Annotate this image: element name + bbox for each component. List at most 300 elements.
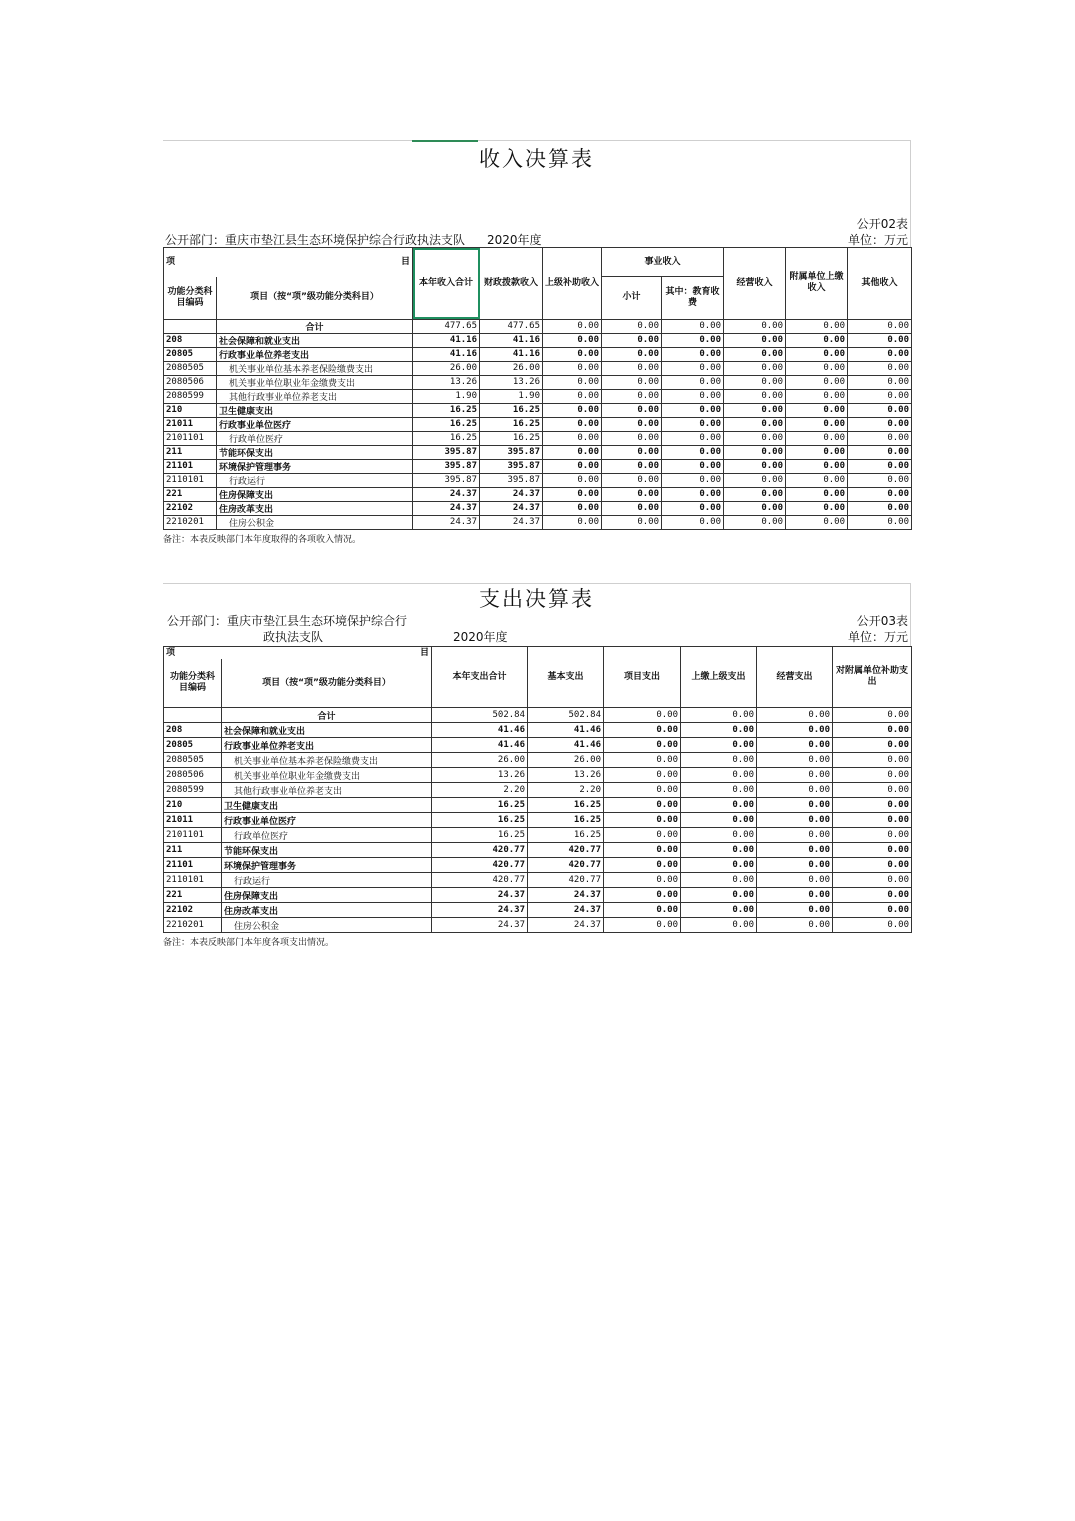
subject-code-cell: 20805 [164,347,217,361]
value-cell: 420.77 [528,873,604,888]
value-cell: 41.16 [413,347,480,361]
value-cell: 0.00 [833,828,912,843]
value-cell: 0.00 [757,813,833,828]
value-cell: 24.37 [413,501,480,515]
value-cell: 0.00 [833,813,912,828]
value-cell: 13.26 [528,768,604,783]
value-cell: 0.00 [543,375,602,389]
value-cell: 0.00 [681,798,757,813]
subject-name-cell: 住房改革支出 [217,501,413,515]
value-cell: 0.00 [833,723,912,738]
table-row [164,389,912,403]
value-cell: 26.00 [528,753,604,768]
value-cell: 0.00 [786,459,848,473]
value-cell: 395.87 [413,459,480,473]
value-cell: 0.00 [848,459,912,473]
value-cell: 0.00 [662,375,724,389]
value-cell: 24.37 [413,515,480,529]
value-cell: 2.20 [432,783,528,798]
value-cell: 0.00 [848,417,912,431]
value-cell: 0.00 [604,888,681,903]
value-cell: 0.00 [543,445,602,459]
income-table [163,247,912,530]
value-cell: 24.37 [480,501,543,515]
income-header-edu: 其中：教育收费 [662,277,724,320]
value-cell: 24.37 [528,888,604,903]
value-cell: 0.00 [604,828,681,843]
value-cell: 16.25 [528,828,604,843]
subject-code-cell: 2110101 [164,473,217,487]
total-value-cell: 0.00 [662,319,724,333]
value-cell: 420.77 [528,858,604,873]
value-cell: 0.00 [724,403,786,417]
value-cell: 16.25 [480,431,543,445]
value-cell: 0.00 [602,417,662,431]
income-header-upper: 上级补助收入 [543,248,602,320]
table-row [164,473,912,487]
subject-name-cell: 节能环保支出 [222,843,432,858]
table-row [164,888,912,903]
value-cell: 0.00 [848,361,912,375]
subject-name-cell: 住房公积金 [222,918,432,933]
subject-name-cell: 机关事业单位基本养老保险缴费支出 [217,361,413,375]
value-cell: 0.00 [757,738,833,753]
expense-title: 支出决算表 [479,587,594,611]
value-cell: 0.00 [833,918,912,933]
subject-name-cell: 机关事业单位职业年金缴费支出 [222,768,432,783]
income-table-body [164,319,912,529]
value-cell: 0.00 [848,333,912,347]
value-cell: 41.16 [480,333,543,347]
value-cell: 0.00 [604,738,681,753]
value-cell: 24.37 [432,903,528,918]
value-cell: 2.20 [528,783,604,798]
value-cell: 0.00 [543,403,602,417]
subject-name-cell: 卫生健康支出 [217,403,413,417]
value-cell: 0.00 [543,431,602,445]
subject-code-cell: 21101 [164,858,222,873]
value-cell: 0.00 [681,783,757,798]
value-cell: 0.00 [724,473,786,487]
value-cell: 0.00 [604,753,681,768]
value-cell: 0.00 [681,903,757,918]
total-value-cell: 0.00 [786,319,848,333]
total-label: 合计 [222,708,432,723]
value-cell: 41.46 [528,723,604,738]
total-value-cell: 0.00 [681,708,757,723]
value-cell: 0.00 [602,515,662,529]
total-code-cell [164,708,222,723]
value-cell: 0.00 [724,361,786,375]
value-cell: 13.26 [413,375,480,389]
value-cell: 420.77 [528,843,604,858]
value-cell: 0.00 [848,487,912,501]
table-row [164,783,912,798]
value-cell: 0.00 [786,515,848,529]
subject-name-cell: 行政事业单位医疗 [217,417,413,431]
value-cell: 0.00 [543,459,602,473]
income-table-no: 公开02表 [856,217,908,231]
value-cell: 0.00 [757,798,833,813]
value-cell: 0.00 [786,375,848,389]
value-cell: 26.00 [413,361,480,375]
total-value-cell: 0.00 [543,319,602,333]
value-cell: 16.25 [432,813,528,828]
value-cell: 16.25 [528,798,604,813]
total-value-cell: 502.84 [528,708,604,723]
income-frame [163,140,911,247]
value-cell: 0.00 [833,843,912,858]
subject-code-cell: 2080505 [164,753,222,768]
income-header-code: 功能分类科目编码 [164,277,217,320]
value-cell: 0.00 [602,445,662,459]
expense-header-mu: 目 [419,648,429,658]
value-cell: 24.37 [480,515,543,529]
value-cell: 41.46 [432,738,528,753]
subject-name-cell: 行政事业单位医疗 [222,813,432,828]
value-cell: 0.00 [724,515,786,529]
value-cell: 0.00 [833,738,912,753]
income-unit: 单位：万元 [847,233,908,247]
subject-name-cell: 卫生健康支出 [222,798,432,813]
expense-header-shangjiao: 上缴上级支出 [681,647,757,708]
value-cell: 0.00 [724,333,786,347]
value-cell: 0.00 [662,347,724,361]
value-cell: 1.90 [480,389,543,403]
value-cell: 0.00 [833,858,912,873]
value-cell: 41.16 [413,333,480,347]
subject-code-cell: 2110101 [164,873,222,888]
total-value-cell: 0.00 [848,319,912,333]
value-cell: 395.87 [413,445,480,459]
value-cell: 395.87 [480,473,543,487]
value-cell: 16.25 [413,417,480,431]
income-header-xiang: 项 [166,257,176,268]
table-row [164,403,912,417]
value-cell: 395.87 [413,473,480,487]
value-cell: 0.00 [662,333,724,347]
income-header-fiscal: 财政拨款收入 [480,248,543,320]
subject-code-cell: 208 [164,723,222,738]
value-cell: 13.26 [480,375,543,389]
table-row [164,445,912,459]
value-cell: 0.00 [662,487,724,501]
value-cell: 0.00 [681,888,757,903]
subject-code-cell: 20805 [164,738,222,753]
subject-name-cell: 行政单位医疗 [222,828,432,843]
subject-code-cell: 2101101 [164,431,217,445]
value-cell: 0.00 [848,473,912,487]
value-cell: 0.00 [833,753,912,768]
value-cell: 0.00 [757,753,833,768]
table-row [164,515,912,529]
expense-table [163,646,912,933]
value-cell: 0.00 [604,843,681,858]
expense-header-code: 功能分类科目编码 [164,659,222,708]
value-cell: 420.77 [432,858,528,873]
value-cell: 24.37 [432,888,528,903]
subject-code-cell: 211 [164,445,217,459]
value-cell: 0.00 [757,873,833,888]
subject-name-cell: 节能环保支出 [217,445,413,459]
subject-name-cell: 住房保障支出 [222,888,432,903]
value-cell: 0.00 [543,515,602,529]
subject-name-cell: 住房改革支出 [222,903,432,918]
value-cell: 0.00 [602,375,662,389]
value-cell: 16.25 [528,813,604,828]
value-cell: 0.00 [604,768,681,783]
value-cell: 0.00 [724,347,786,361]
value-cell: 0.00 [724,431,786,445]
value-cell: 0.00 [786,473,848,487]
subject-code-cell: 2210201 [164,918,222,933]
value-cell: 0.00 [848,431,912,445]
table-row-total [164,319,912,333]
subject-code-cell: 21011 [164,417,217,431]
subject-code-cell: 208 [164,333,217,347]
value-cell: 26.00 [480,361,543,375]
total-value-cell: 0.00 [757,708,833,723]
subject-code-cell: 2210201 [164,515,217,529]
table-row [164,375,912,389]
value-cell: 16.25 [413,431,480,445]
value-cell: 0.00 [681,738,757,753]
subject-code-cell: 21011 [164,813,222,828]
value-cell: 0.00 [602,473,662,487]
table-row [164,501,912,515]
table-row [164,347,912,361]
value-cell: 26.00 [432,753,528,768]
total-value-cell: 0.00 [604,708,681,723]
value-cell: 0.00 [848,403,912,417]
total-label: 合计 [217,319,413,333]
value-cell: 0.00 [681,828,757,843]
total-value-cell: 477.65 [413,319,480,333]
value-cell: 0.00 [604,918,681,933]
value-cell: 41.46 [528,738,604,753]
table-row [164,361,912,375]
value-cell: 0.00 [757,768,833,783]
subject-code-cell: 22102 [164,903,222,918]
income-note: 备注：本表反映部门本年度取得的各项收入情况。 [163,534,362,545]
value-cell: 0.00 [724,389,786,403]
value-cell: 0.00 [833,768,912,783]
value-cell: 0.00 [543,473,602,487]
subject-code-cell: 2080599 [164,783,222,798]
value-cell: 0.00 [757,858,833,873]
income-header-mu: 目 [400,257,410,268]
income-header-subtotal: 小计 [602,277,662,320]
value-cell: 0.00 [757,843,833,858]
expense-meta [163,614,910,646]
total-value-cell: 477.65 [480,319,543,333]
value-cell: 16.25 [432,798,528,813]
value-cell: 0.00 [543,487,602,501]
value-cell: 0.00 [662,389,724,403]
value-cell: 0.00 [681,843,757,858]
income-title: 收入决算表 [479,147,594,171]
value-cell: 0.00 [724,501,786,515]
value-cell: 0.00 [786,333,848,347]
value-cell: 16.25 [413,403,480,417]
subject-code-cell: 2080506 [164,375,217,389]
subject-code-cell: 221 [164,487,217,501]
subject-code-cell: 2080599 [164,389,217,403]
value-cell: 0.00 [848,375,912,389]
subject-code-cell: 2101101 [164,828,222,843]
value-cell: 0.00 [604,873,681,888]
value-cell: 0.00 [833,873,912,888]
table-row [164,918,912,933]
value-cell: 0.00 [604,903,681,918]
value-cell: 0.00 [681,753,757,768]
value-cell: 420.77 [432,843,528,858]
value-cell: 0.00 [757,918,833,933]
table-row [164,768,912,783]
value-cell: 0.00 [602,487,662,501]
value-cell: 0.00 [786,487,848,501]
value-cell: 0.00 [543,417,602,431]
value-cell: 0.00 [681,918,757,933]
subject-name-cell: 住房保障支出 [217,487,413,501]
table-row [164,903,912,918]
table-row [164,723,912,738]
expense-dept-line2: 政执法支队 [263,630,324,644]
table-row [164,753,912,768]
table-row [164,738,912,753]
income-header-total[interactable]: 本年收入合计 [413,248,480,320]
value-cell: 0.00 [786,389,848,403]
value-cell: 24.37 [432,918,528,933]
value-cell: 0.00 [662,501,724,515]
subject-name-cell: 机关事业单位职业年金缴费支出 [217,375,413,389]
income-meta [163,217,910,247]
value-cell: 0.00 [833,798,912,813]
table-row [164,813,912,828]
subject-name-cell: 其他行政事业单位养老支出 [217,389,413,403]
value-cell: 0.00 [681,873,757,888]
subject-code-cell: 21101 [164,459,217,473]
value-cell: 0.00 [848,347,912,361]
value-cell: 0.00 [543,389,602,403]
value-cell: 0.00 [757,723,833,738]
table-row-total [164,708,912,723]
value-cell: 0.00 [848,445,912,459]
total-value-cell: 0.00 [602,319,662,333]
value-cell: 24.37 [413,487,480,501]
subject-code-cell: 210 [164,798,222,813]
value-cell: 0.00 [662,417,724,431]
value-cell: 0.00 [662,473,724,487]
expense-header-jingying: 经营支出 [757,647,833,708]
value-cell: 24.37 [480,487,543,501]
value-cell: 0.00 [662,431,724,445]
table-row [164,858,912,873]
subject-name-cell: 社会保障和就业支出 [217,333,413,347]
value-cell: 0.00 [833,783,912,798]
total-value-cell: 502.84 [432,708,528,723]
value-cell: 24.37 [528,903,604,918]
subject-name-cell: 住房公积金 [217,515,413,529]
table-row [164,487,912,501]
subject-name-cell: 其他行政事业单位养老支出 [222,783,432,798]
value-cell: 0.00 [681,768,757,783]
value-cell: 16.25 [480,403,543,417]
value-cell: 0.00 [786,403,848,417]
value-cell: 0.00 [604,813,681,828]
value-cell: 0.00 [724,487,786,501]
subject-name-cell: 社会保障和就业支出 [222,723,432,738]
value-cell: 0.00 [681,858,757,873]
value-cell: 0.00 [543,347,602,361]
expense-header-fushu: 对附属单位补助支出 [833,647,912,708]
value-cell: 0.00 [724,445,786,459]
value-cell: 0.00 [681,723,757,738]
value-cell: 0.00 [757,828,833,843]
expense-header-basic: 基本支出 [528,647,604,708]
active-column-marker [412,140,478,142]
income-header-shiye: 事业收入 [602,248,724,277]
subject-code-cell: 2080505 [164,361,217,375]
subject-name-cell: 行政事业单位养老支出 [217,347,413,361]
value-cell: 0.00 [848,515,912,529]
value-cell: 16.25 [432,828,528,843]
expense-table-no: 公开03表 [856,614,908,628]
value-cell: 0.00 [662,459,724,473]
subject-name-cell: 机关事业单位基本养老保险缴费支出 [222,753,432,768]
expense-frame [163,583,911,646]
table-row [164,843,912,858]
subject-name-cell: 环境保护管理事务 [217,459,413,473]
total-code-cell [164,319,217,333]
subject-code-cell: 211 [164,843,222,858]
expense-header-xiang: 项 [166,648,176,658]
value-cell: 0.00 [602,501,662,515]
value-cell: 0.00 [604,723,681,738]
value-cell: 0.00 [786,431,848,445]
value-cell: 0.00 [724,417,786,431]
table-row [164,828,912,843]
subject-name-cell: 行政事业单位养老支出 [222,738,432,753]
value-cell: 0.00 [757,888,833,903]
value-cell: 0.00 [602,431,662,445]
value-cell: 0.00 [724,459,786,473]
value-cell: 24.37 [528,918,604,933]
subject-name-cell: 环境保护管理事务 [222,858,432,873]
value-cell: 0.00 [662,403,724,417]
value-cell: 0.00 [681,813,757,828]
subject-code-cell: 2080506 [164,768,222,783]
value-cell: 0.00 [848,501,912,515]
value-cell: 0.00 [662,445,724,459]
value-cell: 0.00 [786,501,848,515]
total-value-cell: 0.00 [833,708,912,723]
value-cell: 0.00 [833,903,912,918]
expense-header-name: 项目（按“项”级功能分类科目） [222,659,432,708]
value-cell: 0.00 [786,445,848,459]
value-cell: 41.46 [432,723,528,738]
subject-name-cell: 行政单位医疗 [217,431,413,445]
subject-code-cell: 221 [164,888,222,903]
expense-note: 备注：本表反映部门本年度各项支出情况。 [163,938,335,948]
value-cell: 0.00 [724,375,786,389]
table-row [164,333,912,347]
expense-year: 2020年度 [453,630,508,644]
expense-header-project: 项目支出 [604,647,681,708]
value-cell: 0.00 [786,361,848,375]
value-cell: 0.00 [602,333,662,347]
value-cell: 0.00 [757,783,833,798]
